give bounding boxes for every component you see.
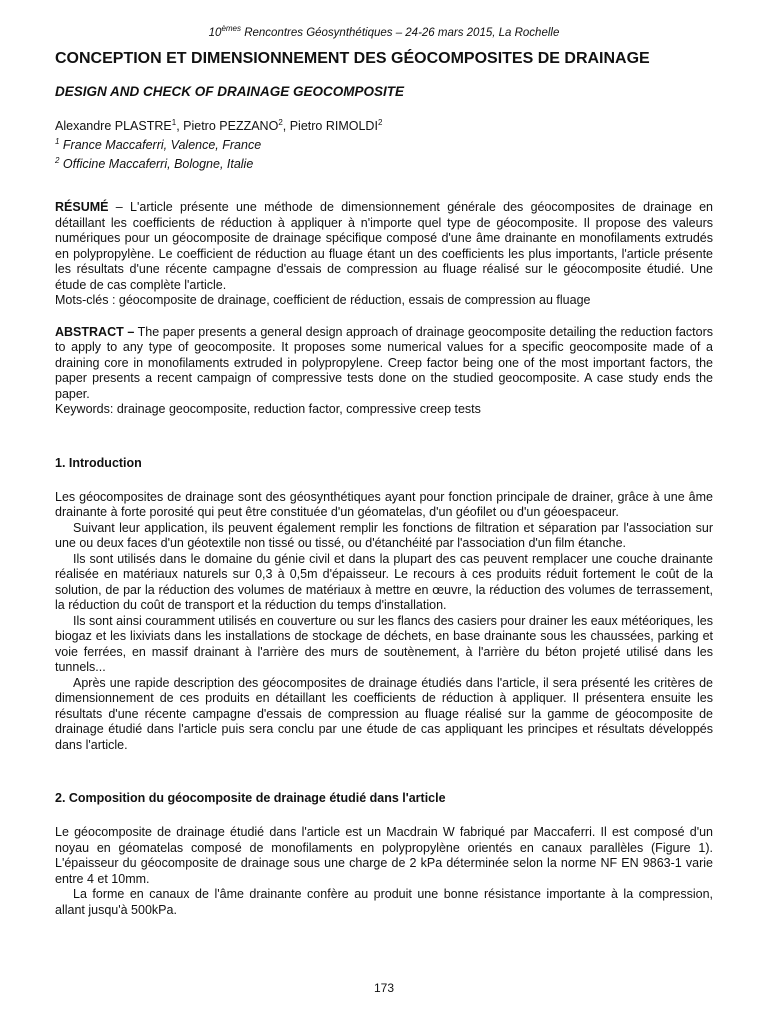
paper-title: CONCEPTION ET DIMENSIONNEMENT DES GÉOCOMPOSITES DE DRAINAGE (55, 49, 650, 67)
body-paragraph: Ils sont utilisés dans le domaine du génie civil et dans la plupart des cas peuvent remplacer une couche drainante réalisée en matériaux naturels sur 0,3 à 0,5m d'épaisseur. Le recours à ces produits réduit fortement le coût de la solution, de par la réduction des volumes de matériaux à mettre en œuvre, la réduction des volumes de terrassement, la réduction du coût de transport et la réduction du temps d'installation. (55, 551, 713, 613)
section-composition-body (55, 825, 713, 918)
author-name: Alexandre PLASTRE (55, 118, 172, 133)
header-sup: èmes (221, 24, 241, 33)
section-introduction-body (55, 490, 713, 754)
section-heading-composition: 2. Composition du géocomposite de drainage étudié dans l'article (55, 791, 446, 806)
authors-block (55, 115, 713, 172)
abstract-keywords: Keywords: drainage geocomposite, reduction factor, compressive creep tests (55, 402, 481, 417)
affil-text: Officine Maccaferri, Bologne, Italie (59, 157, 254, 172)
abstract-label: ABSTRACT – (55, 324, 135, 339)
affiliation (55, 134, 713, 153)
resume-paragraph (55, 200, 713, 293)
resume-text: – L'article présente une méthode de dimensionnement générale des géocomposites de drainage en détaillant les coefficients de réduction à appliquer à n'importe quel type de géocomposite. Il propose des valeurs numériques pour un géocomposite de drainage spécifique composé d'une âme drainante en monofilaments extrudés en polypropylène. Le coefficient de réduction au fluage étant un des coefficients les plus importants, l'article présente les résultats d'une récente campagne d'essais de compression au fluage réalisé sur le géocomposite étudié. Une étude de cas complète l'article. (55, 200, 713, 292)
author-name: Pietro RIMOLDI (289, 118, 378, 133)
body-paragraph: La forme en canaux de l'âme drainante confère au produit une bonne résistance importante à la compression, allant jusqu'à 500kPa. (55, 887, 713, 917)
section-heading-introduction: 1. Introduction (55, 455, 142, 470)
affil-text: France Maccaferri, Valence, France (59, 138, 262, 153)
affil-sup: 2 (55, 156, 60, 166)
paper-subtitle: DESIGN AND CHECK OF DRAINAGE GEOCOMPOSITE (55, 83, 405, 99)
affil-sup: 1 (55, 136, 60, 146)
body-paragraph: Les géocomposites de drainage sont des géosynthétiques ayant pour fonction principale de drainer, grâce à une âme drainante à forte porosité qui peut être constituée d'un géomatelas, d'un géofilet ou d'un géoespaceur. (55, 489, 713, 520)
body-paragraph: Ils sont ainsi couramment utilisés en couverture ou sur les flancs des casiers pour drainer les eaux météoriques, les biogaz et les lixiviats dans les installations de stockage de déchets, en base drainante sous les chaussées, parking et voie ferrées, en massif drainant à l'arrière des murs de soutènement, à l'arrière du béton projeté utilisé dans les tunnels... (55, 613, 713, 675)
author-sup: 2 (278, 117, 283, 127)
header-prefix: 10 (208, 26, 222, 39)
abstract-text: The paper presents a general design approach of drainage geocomposite detailing the reduction factors to apply to any type of geocomposite. It proposes some numerical values for a specific geocomposite made of a draining core in monofilaments extruded in polypropylene. Creep factor being one of the most important factors, the paper presents a recent campaign of compressive tests done on the studied geocomposite. A case study ends the paper. (55, 324, 714, 401)
resume-block (55, 200, 713, 309)
paper-page (55, 24, 713, 918)
body-paragraph: Le géocomposite de drainage étudié dans l'article est un Macdrain W fabriqué par Maccaferri. Il est composé d'un noyau en géomatelas composé de monofilaments en polypropylène orientés en canaux parallèles (Figure 1). L'épaisseur du géocomposite de drainage sous une charge de 2 kPa déterminée selon la norme NF EN 9863-1 varie entre 4 et 10mm. (55, 825, 713, 886)
abstract-block (55, 325, 713, 418)
affiliation (55, 153, 713, 172)
body-paragraph: Après une rapide description des géocomposites de drainage étudiés dans l'article, il sera présenté les critères de dimensionnement de ces produits en détaillant les coefficients de réduction à appliquer. Il présentera ensuite les résultats d'une récente campagne d'essais de compression au fluage réalisé sur la gamme de géocomposite de drainage étudié dans l'article puis sera conclu par une étude de cas appliquant les principes et résultats développés dans l'article. (55, 675, 713, 752)
author-sup: 2 (377, 117, 383, 127)
abstract-paragraph (55, 325, 713, 403)
author-sup: 1 (171, 117, 177, 127)
resume-label: RÉSUMÉ (55, 200, 109, 215)
page-number: 173 (373, 981, 395, 995)
author-name: Pietro PEZZANO (183, 118, 279, 133)
body-paragraph: Suivant leur application, ils peuvent également remplir les fonctions de filtration et séparation par l'association sur une ou deux faces d'un géotextile non tissé ou tissé, ou d'étanchéité par l'association d'un film étanche. (55, 520, 713, 551)
resume-keywords: Mots-clés : géocomposite de drainage, coefficient de réduction, essais de compression au fluage (55, 293, 591, 308)
header-rest: Rencontres Géosynthétiques – 24-26 mars 2015, La Rochelle (241, 26, 560, 39)
conference-header (55, 24, 713, 39)
author-list: Alexandre PLASTRE$^1$, Pietro PEZZANO$^2$, Pietro RIMOLDI$^2$ (55, 117, 383, 133)
